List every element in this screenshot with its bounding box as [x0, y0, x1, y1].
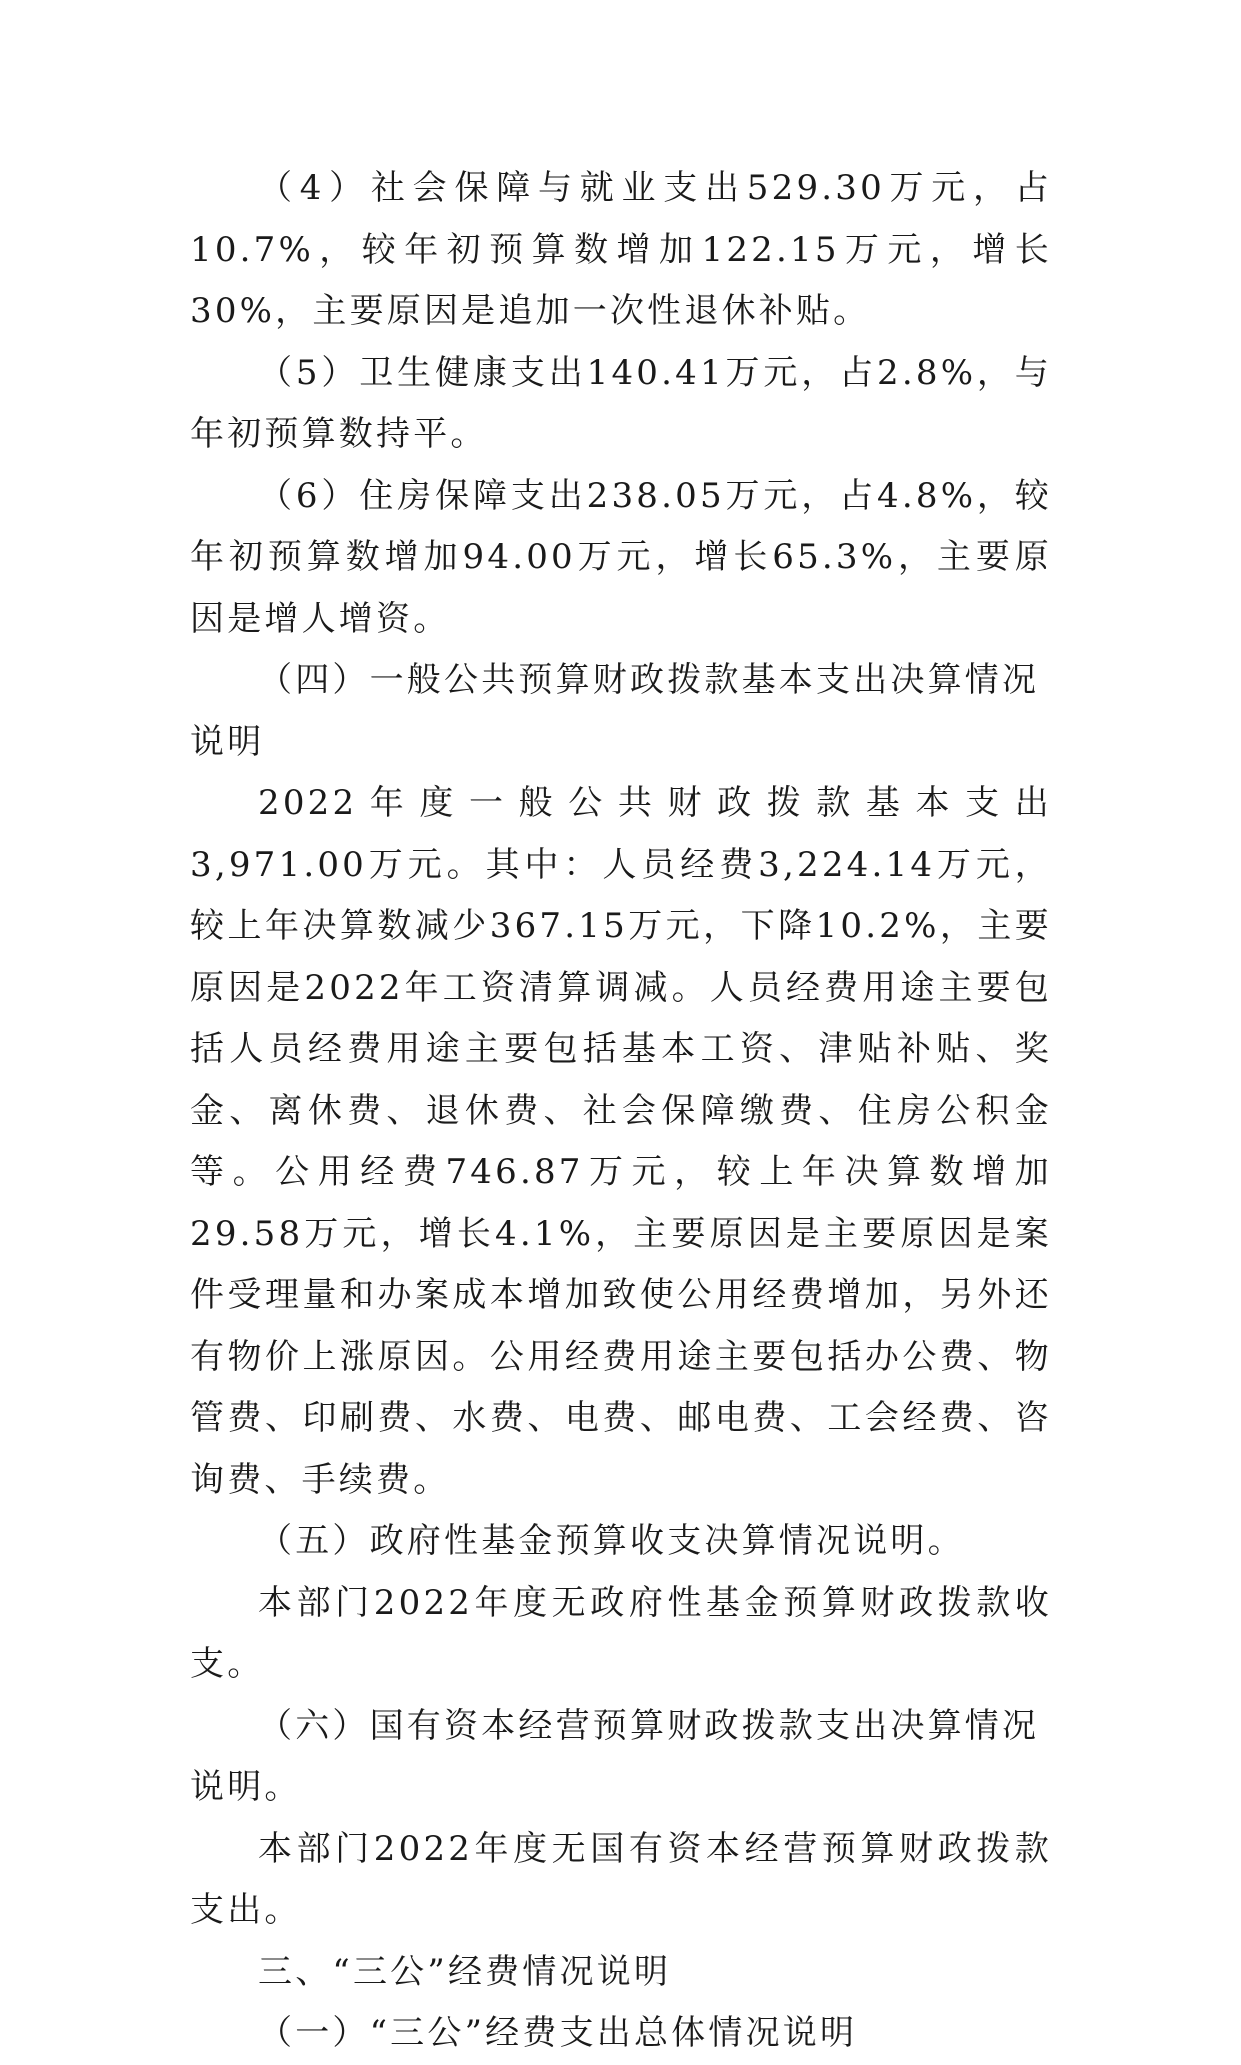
subsection-heading-three-public-overview: （一）“三公”经费支出总体情况说明 — [258, 2013, 858, 2053]
section-heading-basic-expenditure: （四）一般公共预算财政拨款基本支出决算情况说明 — [190, 660, 1040, 762]
document-body — [190, 158, 1052, 2065]
paragraph-health: （5）卫生健康支出140.41万元，占2.8%，与年初预算数持平。 — [190, 352, 1052, 454]
paragraph-basic-expenditure: 2022年度一般公共财政拨款基本支出3,971.00万元。其中：人员经费3,224.14万元，较上年决算数减少367.15万元，下降10.2%，主要原因是2022年工资清算调减。人员经费用途主要包括人员经费用途主要包括基本工资、津贴补贴、奖金、离休费、退休费、社会保障缴费、住房公积金等。公用经费746.87万元，较上年决算数增加29.58万元，增长4.1%，主要原因是主要原因是案件受理量和办案成本增加致使公用经费增加，另外还有物价上涨原因。公用经费用途主要包括办公费、物管费、印刷费、水费、电费、邮电费、工会经费、咨询费、手续费。 — [190, 783, 1052, 1500]
section-heading-three-public: 三、“三公”经费情况说明 — [258, 1951, 672, 1992]
paragraph-housing: （6）住房保障支出238.05万元，占4.8%，较年初预算数增加94.00万元，增长65.3%，主要原因是增人增资。 — [190, 475, 1052, 639]
paragraph-social-security: （4）社会保障与就业支出529.30万元，占10.7%，较年初预算数增加122.15万元，增长30%，主要原因是追加一次性退休补贴。 — [190, 168, 1052, 331]
paragraph-state-capital: 本部门2022年度无国有资本经营预算财政拨款支出。 — [190, 1828, 1052, 1930]
section-heading-state-capital: （六）国有资本经营预算财政拨款支出决算情况说明。 — [190, 1705, 1040, 1807]
paragraph-government-fund: 本部门2022年度无政府性基金预算财政拨款收支。 — [190, 1582, 1052, 1684]
section-heading-government-fund: （五）政府性基金预算收支决算情况说明。 — [258, 1521, 965, 1561]
